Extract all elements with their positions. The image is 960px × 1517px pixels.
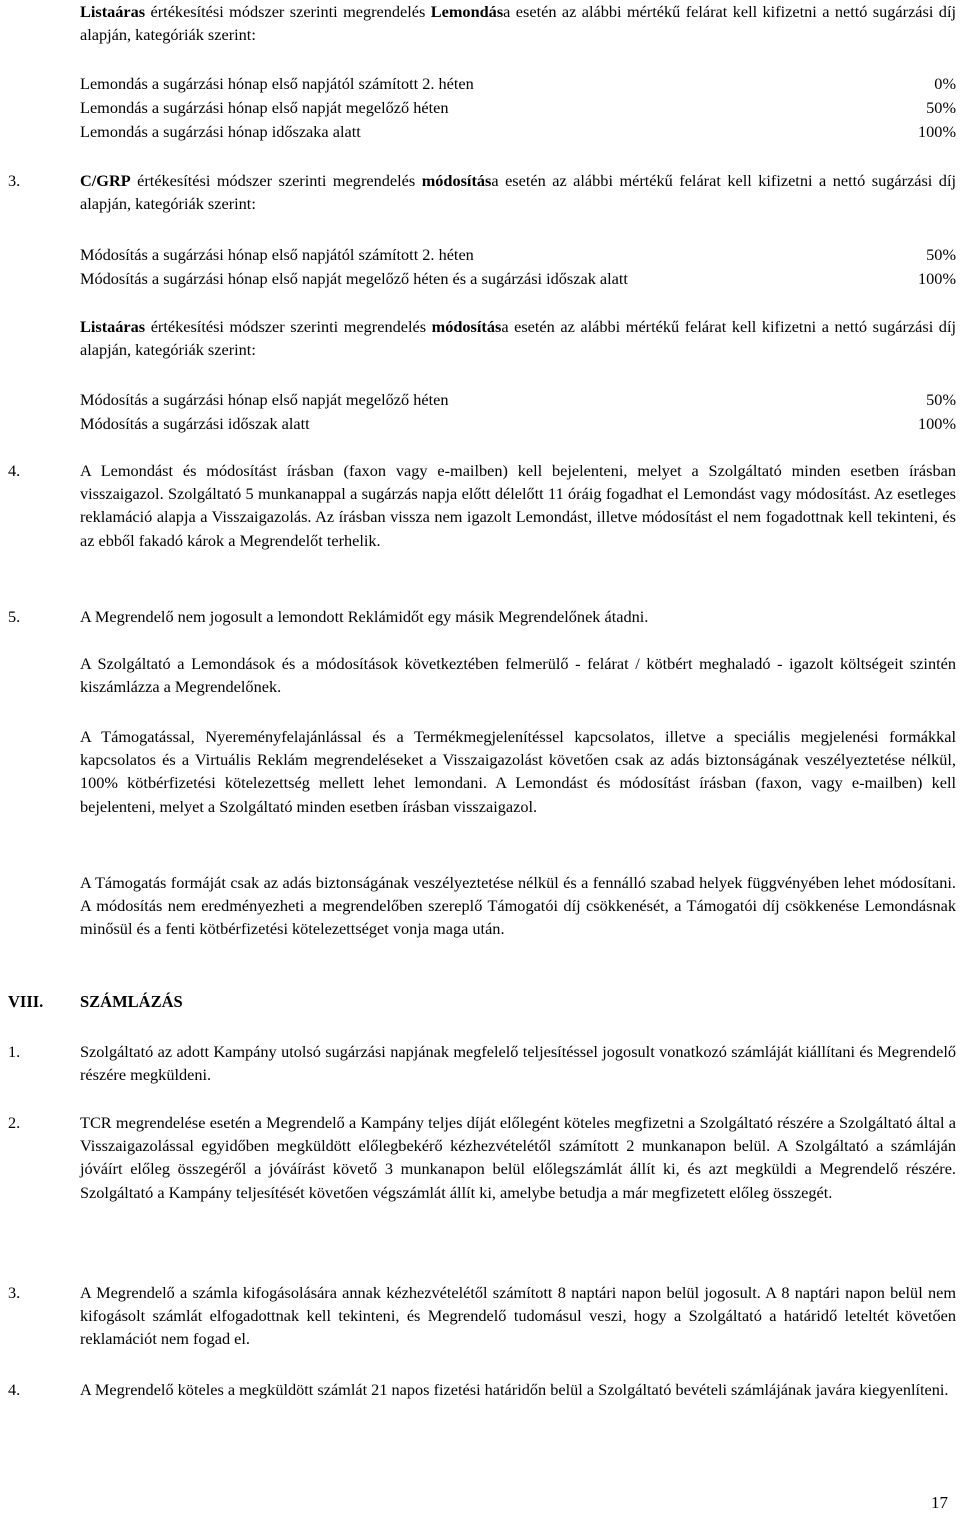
item-5-text: A Megrendelő nem jogosult a lemondott Reklámidőt egy másik Megrendelőnek átadni. (80, 607, 649, 626)
page-number: 17 (931, 1493, 948, 1512)
item-5-paragraph-2: A Szolgáltató a Lemondások és a módosítások következtében felmerülő - felárat / kötbért meghaladó - igazolt költségeit szintén kiszámlázza a Megrendelőnek. (80, 654, 956, 697)
item-5-paragraph-3: A Támogatással, Nyereményfelajánlással és a Termékmegjelenítéssel kapcsolatos, illetve a speciális megjelenési formákkal kapcsolatos és a Virtuális Reklám megrendeléseket a Visszaigazolást követően csak az adás biztonságának veszélyeztetése nélkül, 100% kötbérfizetési kötelezettség mellett lehet lemondani. A Lemondást és módosítást írásban (faxon, vagy e-mailben) kell bejelenteni, melyet a Szolgáltató minden esetben írásban visszaigazol. (80, 727, 956, 816)
item-number: 1. (8, 1042, 21, 1061)
listaaras-modositas-intro: Listaáras értékesítési módszer szerinti megrendelés módosítása esetén az alábbi mértékű felárat kell kifizetni a nettó sugárzási díj alapján, kategóriák szerint: (80, 317, 956, 360)
surcharge-row: Módosítás a sugárzási hónap első napját megelőző héten 50% (80, 390, 956, 409)
item-number: 3. (8, 1283, 21, 1302)
item-number: 4. (8, 461, 21, 480)
surcharge-row: Lemondás a sugárzási hónap időszaka alatt 100% (80, 122, 956, 141)
surcharge-row: Módosítás a sugárzási hónap első napját megelőző héten és a sugárzási időszak alatt 100% (80, 269, 956, 288)
item-number: 4. (8, 1380, 21, 1399)
section-roman-numeral: VIII. (8, 992, 44, 1011)
listaaras-lemondas-intro: Listaáras értékesítési módszer szerinti megrendelés Lemondása esetén az alábbi mértékű felárat kell kifizetni a nettó sugárzási díj alapján, kategóriák szerint: (80, 2, 956, 45)
section-title: SZÁMLÁZÁS (80, 992, 183, 1011)
surcharge-row: Módosítás a sugárzási hónap első napjától számított 2. héten 50% (80, 245, 956, 264)
surcharge-row: Módosítás a sugárzási időszak alatt 100% (80, 414, 956, 433)
billing-item-4: A Megrendelő köteles a megküldött számlát 21 napos fizetési határidőn belül a Szolgáltató bevételi számlájának javára kiegyenlíteni. (80, 1380, 949, 1399)
billing-item-2: TCR megrendelése esetén a Megrendelő a Kampány teljes díját előlegént köteles megfizetni a Szolgáltató részére a Szolgáltató által a Visszaigazolással egyidőben megküldött előlegbekérő kézhezvételétől számított 2 munkanapon belül. A Szolgáltató a számláján jóváírt előleg összegéről a jóváírást követő 3 munkanapon belül előlegszámlát állít ki, és azt megküldi a Megrendelő részére. Szolgáltató a Kampány teljesítését követően végszámlát állít ki, amelybe betudja a már megfizetett előleg összegét. (80, 1113, 956, 1202)
item-number: 3. (8, 171, 21, 190)
cgrp-modositas-intro: C/GRP értékesítési módszer szerinti megrendelés módosítása esetén az alábbi mértékű felárat kell kifizetni a nettó sugárzási díj alapján, kategóriák szerint: (80, 171, 956, 214)
surcharge-row: Lemondás a sugárzási hónap első napjától számított 2. héten 0% (80, 74, 956, 93)
billing-item-3: A Megrendelő a számla kifogásolására annak kézhezvételétől számított 8 naptári napon belül jogosult. A 8 naptári napon belül nem kifogásolt számlát elfogadottnak kell tekinteni, és Megrendelő tudomásul veszi, hogy a Szolgáltató a határidő leteltét követően reklamációt nem fogad el. (80, 1283, 956, 1349)
item-number: 5. (8, 607, 21, 626)
item-5-paragraph-4: A Támogatás formáját csak az adás biztonságának veszélyeztetése nélkül és a fennálló szabad helyek függvényében lehet módosítani. A módosítás nem eredményezheti a megrendelőben szereplő Támogatói díj csökkenését, a Támogatói díj csökkenése Lemondásnak minősül és a fenti kötbérfizetési kötelezettséget vonja maga után. (80, 873, 956, 939)
billing-item-1: Szolgáltató az adott Kampány utolsó sugárzási napjának megfelelő teljesítéssel jogosult vonatkozó számláját kiállítani és Megrendelő részére megküldeni. (80, 1042, 956, 1085)
item-4-text: A Lemondást és módosítást írásban (faxon vagy e-mailben) kell bejelenteni, melyet a Szolgáltató minden esetben írásban visszaigazol. Szolgáltató 5 munkanappal a sugárzás napja előtt délelőtt 11 óráig fogadhat el Lemondást vagy módosítást. Az esetleges reklamáció alapja a Visszaigazolás. Az írásban vissza nem igazolt Lemondást, illetve módosítást el nem fogadottnak kell tekinteni, és az ebből fakadó károk a Megrendelőt terhelik. (80, 461, 956, 550)
item-number: 2. (8, 1113, 21, 1132)
surcharge-row: Lemondás a sugárzási hónap első napját megelőző héten 50% (80, 98, 956, 117)
